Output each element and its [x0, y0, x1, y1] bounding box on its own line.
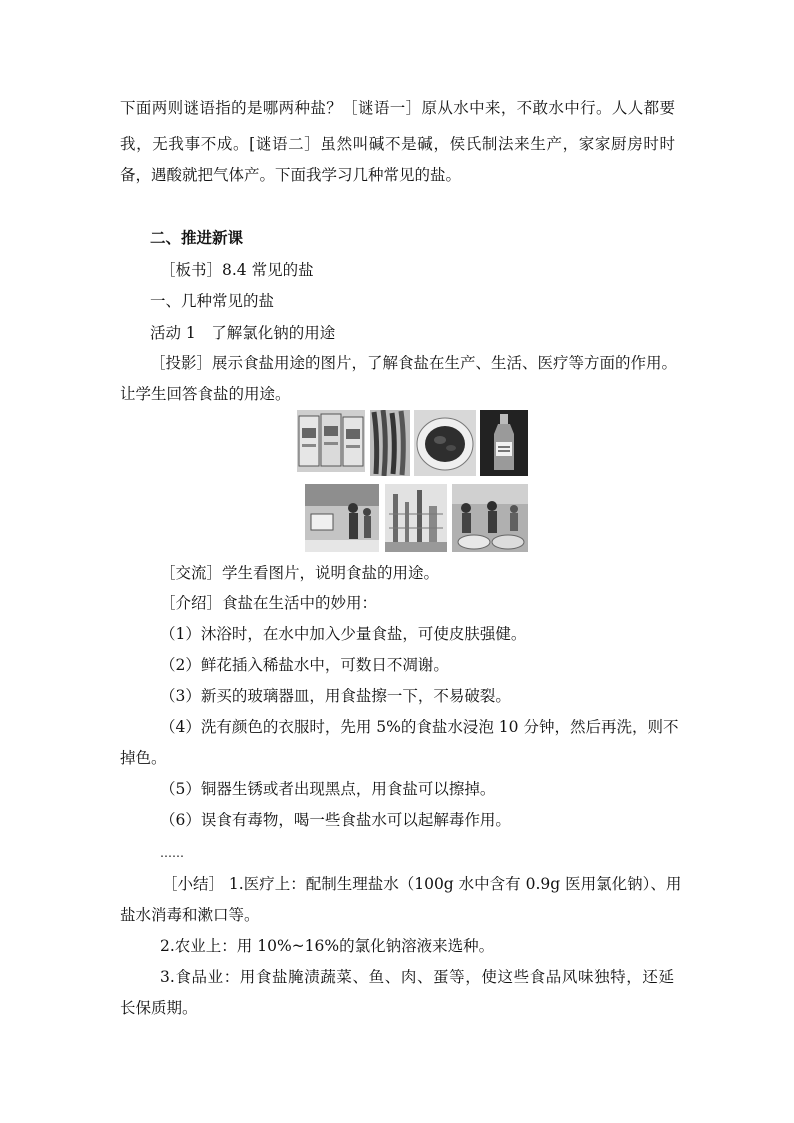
- intro-line-3: 备，遇酸就把气体产。下面我学习几种常见的盐。: [120, 166, 462, 184]
- board-note: ［板书］8.4 常见的盐: [160, 261, 314, 279]
- tip-1: （1）沐浴时，在水中加入少量食盐，可使皮肤强健。: [160, 625, 527, 643]
- projection-line-1: ［投影］展示食盐用途的图片，了解食盐在生产、生活、医疗等方面的作用。: [150, 354, 678, 372]
- sub-title: 一、几种常见的盐: [150, 292, 275, 310]
- summary-line-4: 3.食品业：用食盐腌渍蔬菜、鱼、肉、蛋等，使这些食品风味独特，还延: [160, 968, 674, 986]
- salt-bags-photo: [297, 410, 365, 472]
- chemical-plant-photo: [385, 484, 447, 552]
- tip-2: （2）鲜花插入稀盐水中，可数日不凋谢。: [160, 656, 449, 674]
- tip-4-line-2: 掉色。: [120, 749, 167, 767]
- summary-line-1: ［小结］ 1.医疗上：配制生理盐水（100g 水中含有 0.9g 医用氯化钠）、用: [162, 875, 682, 893]
- ellipsis: ……: [160, 846, 184, 860]
- activity-title: 活动 1 了解氯化钠的用途: [150, 324, 336, 342]
- saline-bottle-photo: [480, 410, 528, 476]
- intro-line-2: 我，无我事不成。[谜语二］虽然叫碱不是碱，侯氏制法来生产，家家厨房时时: [120, 135, 675, 153]
- tip-5: （5）铜器生锈或者出现黑点，用食盐可以擦掉。: [160, 780, 496, 798]
- tip-4-line-1: （4）洗有颜色的衣服时，先用 5%的食盐水浸泡 10 分钟，然后再洗，则不: [160, 718, 679, 736]
- dried-fish-photo: [370, 410, 410, 476]
- projection-line-2: 让学生回答食盐的用途。: [120, 385, 291, 403]
- section-title: 二、推进新课: [150, 228, 244, 247]
- pickled-vegetable-photo: [414, 410, 476, 476]
- intro-line-1: 下面两则谜语指的是哪两种盐？［谜语一］原从水中来，不敢水中行。人人都要: [120, 99, 675, 117]
- exchange-note: ［交流］学生看图片，说明食盐的用途。: [160, 564, 440, 582]
- summary-line-2: 盐水消毒和漱口等。: [120, 906, 260, 924]
- tip-6: （6）误食有毒物，喝一些食盐水可以起解毒作用。: [160, 811, 511, 829]
- introduce-note: ［介绍］食盐在生活中的妙用：: [160, 594, 378, 612]
- tip-3: （3）新买的玻璃器皿，用食盐擦一下，不易破裂。: [160, 687, 511, 705]
- summary-line-3: 2.农业上：用 10%~16%的氯化钠溶液来选种。: [160, 937, 495, 955]
- snow-clearing-photo: [305, 484, 379, 552]
- summary-line-5: 长保质期。: [120, 999, 198, 1017]
- market-photo: [452, 484, 528, 552]
